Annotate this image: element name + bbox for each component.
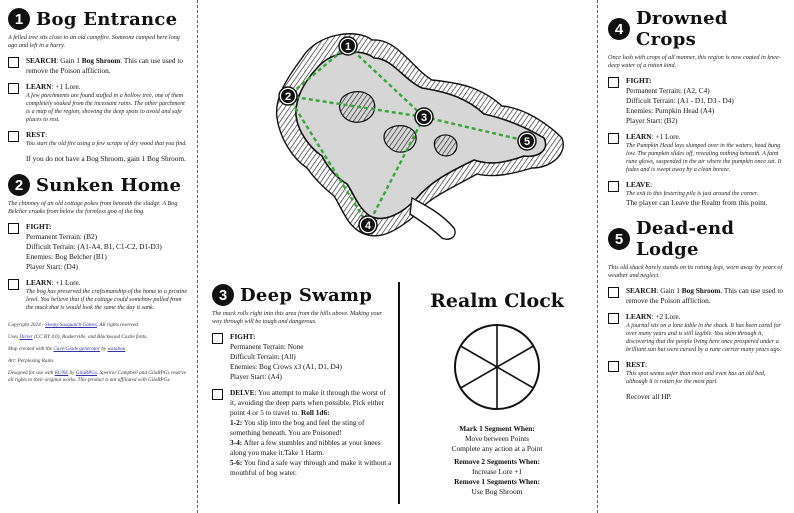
- fight-line: Player Start: (A4): [230, 372, 282, 381]
- map-marker-2[interactable]: [279, 87, 297, 105]
- map-marker-4[interactable]: [359, 216, 377, 234]
- fight-label: FIGHT:: [26, 222, 52, 231]
- fight-entry: [8, 222, 190, 272]
- learn-checkbox[interactable]: [608, 313, 619, 324]
- roll-result-text: You slip into the bog and feel the sting of something beneath. You are Poisoned!: [230, 418, 365, 437]
- map-marker-3[interactable]: [415, 108, 433, 126]
- fight-label: FIGHT:: [230, 332, 256, 341]
- section-intro: Once lush with crops of all manner, this region is now coated in knee-deep water of a rotten kind.: [608, 54, 781, 69]
- learn-note: The bog has preserved the craftsmanship of the home to a pristine level. You believe that if the cottage could somehow pulled from the muck that is would look the same the day it sank.: [26, 289, 188, 311]
- roll-result-text: After a few stumbles and nibbles at your knees along you make it.Take 1 Harm.: [230, 438, 381, 457]
- section-sunken-home: [8, 174, 190, 312]
- section-intro: This old shack barely stands on its rotting legs, worn away by years of weather and neglect.: [608, 264, 783, 279]
- search-text-end: . This can use used to remove the Poison affliction.: [626, 286, 784, 305]
- roll-result-text: You find a safe way through and make it without a mouthful of bog water.: [230, 458, 392, 477]
- section-intro: The chimney of an old cottage pokes from beneath the sludge. A Bog Belcher croaks from below the formless goo of the bog.: [8, 200, 178, 215]
- rest-label: REST: [626, 360, 646, 369]
- roll-result-label: 1-2:: [230, 418, 243, 427]
- column-divider-right: [597, 0, 598, 513]
- mark-heading: Mark 1 Segment When:: [459, 424, 535, 433]
- fight-checkbox[interactable]: [8, 223, 19, 234]
- leave-label: LEAVE: [626, 180, 651, 189]
- realm-clock-panel: [407, 290, 587, 497]
- fight-checkbox[interactable]: [212, 333, 223, 344]
- rest-entry: [608, 360, 788, 402]
- art-credit: Art: Perplexing Ruins: [8, 358, 54, 364]
- section-number-badge: 5: [608, 228, 630, 250]
- section-drowned-crops: [608, 8, 788, 208]
- rest-entry: [8, 130, 190, 164]
- roll-result-label: 5-6:: [230, 458, 243, 467]
- rest-label: REST: [26, 130, 46, 139]
- cave-map-svg: [262, 28, 574, 248]
- leave-checkbox[interactable]: [608, 181, 619, 192]
- rest-effect: Recover all HP.: [626, 392, 672, 401]
- fight-line: Difficult Terrain: (All): [230, 352, 296, 361]
- learn-entry: [608, 132, 788, 174]
- rest-checkbox[interactable]: [608, 361, 619, 372]
- mark-line: Complete any action at a Point: [451, 444, 543, 453]
- section-title: Deep Swamp: [240, 284, 373, 306]
- leave-text: :: [650, 180, 653, 189]
- fight-label: FIGHT:: [626, 76, 652, 85]
- section-intro: The muck rolls right into this area from the hills above. Making your way through will be tough and dangerous.: [212, 310, 382, 325]
- learn-label: LEARN: [26, 82, 52, 91]
- svg-text:3: 3: [420, 112, 428, 124]
- remove2-line: Increase Lore +1: [471, 467, 523, 476]
- roll-result-label: 3-4:: [230, 438, 243, 447]
- svg-text:4: 4: [364, 220, 372, 232]
- search-entry: [8, 56, 190, 76]
- gilarpgs-link[interactable]: GilaRPGs: [75, 370, 98, 376]
- learn-entry: [8, 82, 190, 124]
- section-bog-entrance: [8, 8, 190, 164]
- learn-entry: [8, 278, 190, 312]
- delve-checkbox[interactable]: [212, 389, 223, 400]
- remove1-line: Use Bog Shroom: [471, 487, 523, 496]
- fight-line: Permanent Terrain: (B2): [26, 232, 98, 241]
- left-column: [8, 0, 190, 513]
- realm-clock-dial[interactable]: [452, 322, 542, 412]
- section-number-badge: 1: [8, 8, 30, 30]
- learn-text: : +2 Lore.: [651, 312, 681, 321]
- search-text: : Gain 1: [56, 56, 82, 65]
- search-label: SEARCH: [626, 286, 657, 295]
- lower-channel: [410, 198, 455, 239]
- rock-island: [434, 135, 457, 156]
- leave-entry: [608, 180, 788, 208]
- section-title: Drowned Crops: [636, 8, 728, 50]
- delve-text: : You attempt to make it through the worst of it, avoiding the deep parts when possible. Pick either point 4 or 5 to travel to.: [230, 388, 386, 417]
- author-link[interactable]: watabou: [107, 346, 126, 352]
- fight-line: Permanent Terrain: (A2, C4): [626, 86, 710, 95]
- learn-checkbox[interactable]: [608, 133, 619, 144]
- map-marker-5[interactable]: [518, 132, 536, 150]
- font-link[interactable]: Dicier: [19, 334, 33, 340]
- section-number-badge: 3: [212, 284, 234, 306]
- svg-text:2: 2: [284, 91, 292, 103]
- section-title: Sunken Home: [36, 174, 182, 196]
- learn-checkbox[interactable]: [8, 83, 19, 94]
- learn-text: : +1 Lore.: [651, 132, 681, 141]
- section-number-badge: 4: [608, 18, 630, 40]
- fight-line: Player Start: (D4): [26, 262, 78, 271]
- learn-text: : +1 Lore.: [51, 82, 81, 91]
- region-map: [262, 28, 574, 248]
- search-item: Bog Shroom: [681, 286, 721, 295]
- map-marker-1[interactable]: [339, 37, 357, 55]
- rest-note: You start the old fire using a few scraps of dry wood that you find.: [26, 141, 187, 147]
- svg-text:5: 5: [523, 136, 531, 148]
- search-text: : Gain 1: [656, 286, 682, 295]
- search-entry: [608, 286, 788, 306]
- fight-line: Permanent Terrain: None: [230, 342, 304, 351]
- learn-note: A journal sits on a lone table in the shack. It has been cared for over many years and is still legible. You skim through it, discovering that the people living here once prospered under a brilliant sun but were cursed by a rune carrier many years ago.: [626, 323, 782, 353]
- rest-text: :: [45, 130, 48, 139]
- learn-text: : +1 Lore.: [51, 278, 81, 287]
- fight-line: Difficult Terrain: (A1 - D1, D3 - D4): [626, 96, 734, 105]
- section-deep-swamp: [212, 284, 392, 484]
- leave-note: The exit to this festering pile is just around the corner.: [626, 191, 758, 197]
- fight-line: Enemies: Pumpkin Head (A4): [626, 106, 715, 115]
- publisher-link[interactable]: Sleepy Sasquatch Games: [45, 322, 97, 328]
- delve-label: DELVE: [230, 388, 255, 397]
- section-number-badge: 2: [8, 174, 30, 196]
- section-title: Bog Entrance: [36, 8, 178, 30]
- leave-effect: The player can Leave the Realm from this point.: [626, 198, 768, 207]
- rest-note: This spot seems safer than most and even has an old bed, although it is rotten for the most part.: [626, 371, 766, 385]
- rest-effect: If you do not have a Bog Shroom, gain 1 Bog Shroom.: [26, 154, 186, 163]
- right-column: [608, 0, 788, 513]
- fight-checkbox[interactable]: [608, 77, 619, 88]
- section-dead-end-lodge: [608, 218, 788, 402]
- fight-line: Enemies: Bog Belcher (B1): [26, 252, 107, 261]
- rune-link[interactable]: RUNE: [54, 370, 69, 376]
- realm-clock-title: Realm Clock: [430, 290, 564, 312]
- svg-text:1: 1: [344, 41, 352, 53]
- fight-line: Enemies: Bog Crows x3 (A1, D1, D4): [230, 362, 342, 371]
- search-text-end: . This can use used to remove the Poison affliction.: [26, 56, 184, 75]
- search-item: Bog Shroom: [81, 56, 121, 65]
- column-divider-left: [197, 0, 198, 513]
- learn-label: LEARN: [626, 132, 652, 141]
- section-title: Dead-end Lodge: [636, 218, 735, 260]
- learn-entry: [608, 312, 788, 354]
- clock-divider: [398, 282, 400, 504]
- delve-entry: [212, 388, 392, 478]
- remove1-heading: Remove 1 Segments When:: [454, 477, 540, 486]
- search-checkbox[interactable]: [608, 287, 619, 298]
- learn-label: LEARN: [626, 312, 652, 321]
- fight-line: Player Start: (B2): [626, 116, 678, 125]
- learn-checkbox[interactable]: [8, 279, 19, 290]
- section-intro: A felled tree sits close to an old campfire. Someone camped here long ago and left in a hurry.: [8, 34, 180, 49]
- learn-label: LEARN: [26, 278, 52, 287]
- rest-text: :: [645, 360, 648, 369]
- delve-roll: Roll 1d6:: [300, 408, 330, 417]
- generator-link[interactable]: Cave/Glade generator: [53, 346, 100, 352]
- rest-checkbox[interactable]: [8, 131, 19, 142]
- credits: Copyright 2024 - Sleepy Sasquatch Games. All rights reserved. Uses Dicier (CC BY 4.0), Baskerville, and Blackwood Castle fonts. Map created with the Cave/Glade generator by watabou Art: Perplexing Ruins Designed for use with RUNE by GilaRPGs. Spencer Campbell and GilaRPGs reserve all rights to their original works. This product is not affiliated with GilaRPGs.: [8, 322, 190, 384]
- learn-note: The Pumpkin Head lays slumped over in the waters, head hung low. The pumpkin slides off, revealing nothing beneath. A faint rune glows, suspended in the air where the pumpkin once sat. It fades and is swept away by a clean breeze.: [626, 143, 782, 173]
- learn-note: A few parchments are found stuffed in a hollow tree, one of them completely soaked from the incessant rains. The other parchment is a map of the region, showing the deep spots to avoid and safe places to rest.: [26, 93, 185, 123]
- mark-line: Move between Points: [464, 434, 530, 443]
- remove2-heading: Remove 2 Segments When:: [454, 457, 540, 466]
- fight-line: Difficult Terrain: (A1-A4, B1, C1-C2, D1-D3): [26, 242, 162, 251]
- fight-entry: [212, 332, 392, 382]
- search-label: SEARCH: [26, 56, 57, 65]
- search-checkbox[interactable]: [8, 57, 19, 68]
- fight-entry: [608, 76, 788, 126]
